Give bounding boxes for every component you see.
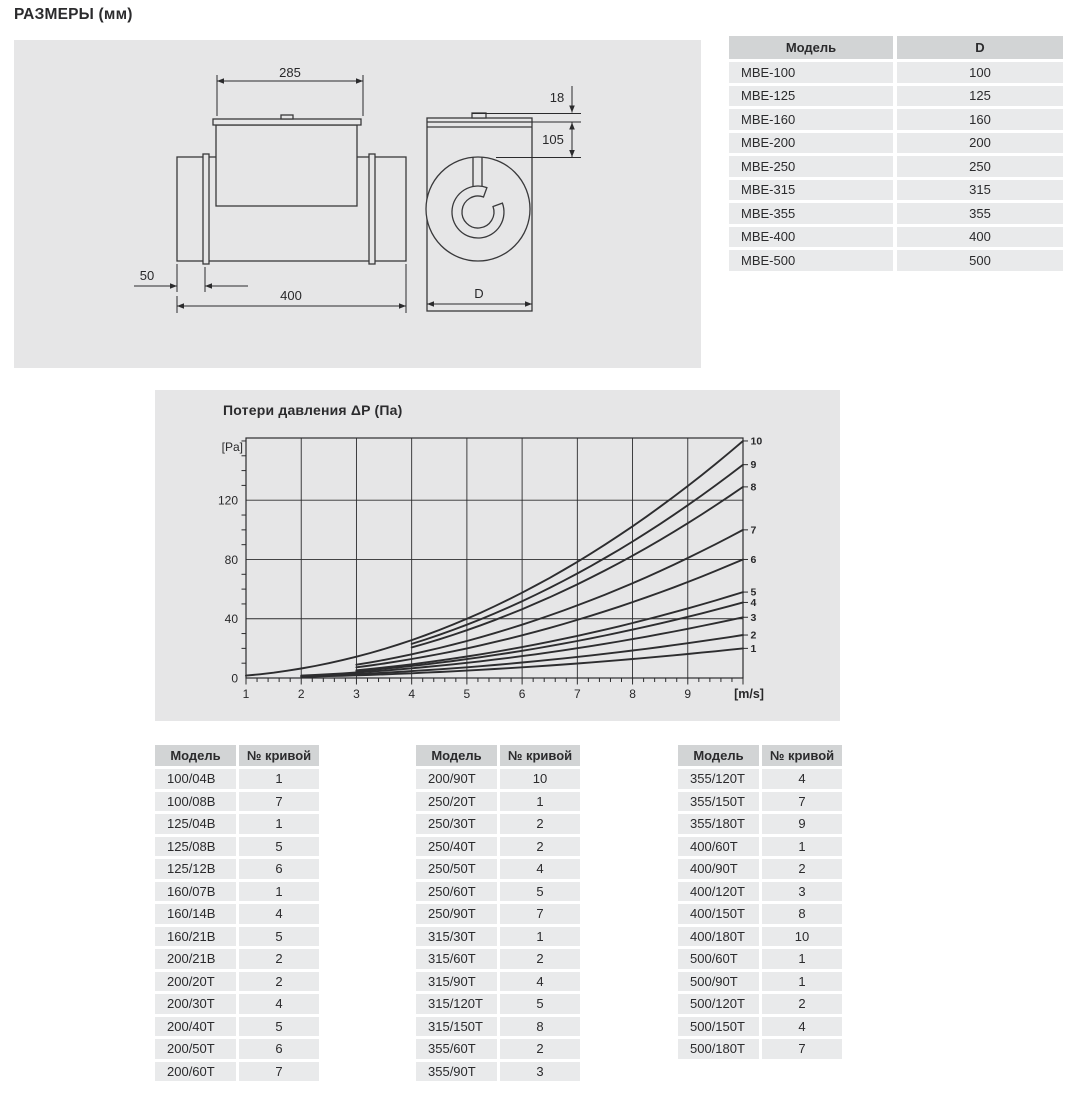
value-cell: 6 xyxy=(239,1039,319,1059)
value-cell: 1 xyxy=(239,882,319,902)
table-row xyxy=(678,814,842,834)
model-cell: 125/08B xyxy=(155,837,236,857)
model-cell: 500/180T xyxy=(678,1039,759,1059)
table-row xyxy=(729,156,1063,177)
table-row xyxy=(729,227,1063,248)
value-cell: 2 xyxy=(500,837,580,857)
table-row xyxy=(416,949,580,969)
column-header: Модель xyxy=(678,745,759,766)
curve-table-2 xyxy=(416,745,580,1084)
model-cell: 200/90T xyxy=(416,769,497,789)
model-cell: 355/60T xyxy=(416,1039,497,1059)
table-row xyxy=(678,837,842,857)
table-header-row xyxy=(416,745,580,766)
dim-d-label: D xyxy=(474,286,484,301)
curve-4 xyxy=(356,602,743,671)
value-cell: 1 xyxy=(762,949,842,969)
value-cell: 2 xyxy=(500,1039,580,1059)
value-cell: 7 xyxy=(239,792,319,812)
terminal-box xyxy=(216,125,357,206)
model-cell: MBE-160 xyxy=(729,109,893,130)
model-cell: 200/20T xyxy=(155,972,236,992)
table-row xyxy=(155,949,319,969)
pressure-loss-chart-panel xyxy=(155,390,840,721)
curve-label-10: 10 xyxy=(750,435,763,448)
model-cell: 315/90T xyxy=(416,972,497,992)
table-row xyxy=(155,859,319,879)
value-cell: 5 xyxy=(500,994,580,1014)
model-cell: 160/21B xyxy=(155,927,236,947)
table-row xyxy=(729,62,1063,83)
table-row xyxy=(155,882,319,902)
table-row xyxy=(678,859,842,879)
front-view xyxy=(426,86,581,311)
model-cell: 315/60T xyxy=(416,949,497,969)
table-row xyxy=(416,972,580,992)
duct-opening-circle xyxy=(426,157,530,261)
model-cell: 355/90T xyxy=(416,1062,497,1082)
table-row xyxy=(155,904,319,924)
table-row xyxy=(678,769,842,789)
value-cell: 400 xyxy=(897,227,1063,248)
dimension-drawing-panel xyxy=(14,40,701,368)
value-cell: 315 xyxy=(897,180,1063,201)
table-row xyxy=(729,109,1063,130)
table-row xyxy=(678,882,842,902)
model-cell: 315/150T xyxy=(416,1017,497,1037)
model-cell: MBE-200 xyxy=(729,133,893,154)
table-row xyxy=(678,792,842,812)
table-row xyxy=(678,927,842,947)
table-row xyxy=(416,837,580,857)
curve-label-3: 3 xyxy=(750,611,757,624)
value-cell: 125 xyxy=(897,86,1063,107)
table-row xyxy=(155,1017,319,1037)
table-row xyxy=(155,769,319,789)
table-row xyxy=(678,1039,842,1059)
table-row xyxy=(155,837,319,857)
curve-label-7: 7 xyxy=(750,524,757,537)
curve-label-5: 5 xyxy=(750,586,757,599)
model-cell: 250/50T xyxy=(416,859,497,879)
model-cell: 250/40T xyxy=(416,837,497,857)
value-cell: 1 xyxy=(762,837,842,857)
table-row xyxy=(678,904,842,924)
dim-50-label: 50 xyxy=(139,268,155,283)
table-row xyxy=(155,972,319,992)
model-cell: MBE-125 xyxy=(729,86,893,107)
model-cell: 160/14B xyxy=(155,904,236,924)
x-tick-label: 2 xyxy=(297,687,305,701)
model-cell: 400/90T xyxy=(678,859,759,879)
table-row xyxy=(678,994,842,1014)
value-cell: 5 xyxy=(239,927,319,947)
model-cell: 200/30T xyxy=(155,994,236,1014)
model-cell: MBE-315 xyxy=(729,180,893,201)
value-cell: 1 xyxy=(239,769,319,789)
table-row xyxy=(416,859,580,879)
value-cell: 7 xyxy=(762,792,842,812)
table-row xyxy=(416,769,580,789)
value-cell: 100 xyxy=(897,62,1063,83)
table-row xyxy=(678,972,842,992)
column-header: № кривой xyxy=(762,745,842,766)
value-cell: 4 xyxy=(239,994,319,1014)
value-cell: 3 xyxy=(762,882,842,902)
page-title: РАЗМЕРЫ (мм) xyxy=(14,6,133,23)
column-header: Модель xyxy=(416,745,497,766)
table-row xyxy=(416,904,580,924)
table-row xyxy=(416,814,580,834)
table-row xyxy=(416,1017,580,1037)
table-row xyxy=(155,792,319,812)
value-cell: 7 xyxy=(500,904,580,924)
right-flange xyxy=(369,154,375,264)
table-header-row xyxy=(155,745,319,766)
x-axis-unit: [m/s] xyxy=(734,687,764,701)
model-cell: 315/120T xyxy=(416,994,497,1014)
table-row xyxy=(155,927,319,947)
value-cell: 2 xyxy=(239,972,319,992)
model-cell: 315/30T xyxy=(416,927,497,947)
pressure-loss-chart xyxy=(155,390,840,721)
value-cell: 8 xyxy=(500,1017,580,1037)
curve-6 xyxy=(356,560,743,668)
model-cell: 100/04B xyxy=(155,769,236,789)
model-cell: 500/150T xyxy=(678,1017,759,1037)
model-cell: 200/40T xyxy=(155,1017,236,1037)
curve-table-1 xyxy=(155,745,319,1084)
model-cell: 400/120T xyxy=(678,882,759,902)
value-cell: 2 xyxy=(500,814,580,834)
side-view xyxy=(134,65,406,313)
table-row xyxy=(416,792,580,812)
size-table xyxy=(729,36,1063,274)
curve-label-2: 2 xyxy=(750,629,757,642)
table-row xyxy=(729,86,1063,107)
value-cell: 7 xyxy=(762,1039,842,1059)
y-tick-label: 120 xyxy=(217,493,238,508)
model-cell: 160/07B xyxy=(155,882,236,902)
y-tick-label: 80 xyxy=(224,552,238,567)
model-cell: 200/60T xyxy=(155,1062,236,1082)
table-row xyxy=(729,180,1063,201)
model-cell: 500/60T xyxy=(678,949,759,969)
value-cell: 355 xyxy=(897,203,1063,224)
model-cell: 500/90T xyxy=(678,972,759,992)
table-row xyxy=(729,133,1063,154)
value-cell: 9 xyxy=(762,814,842,834)
table-row xyxy=(416,927,580,947)
value-cell: 5 xyxy=(239,1017,319,1037)
value-cell: 4 xyxy=(762,1017,842,1037)
model-cell: 250/30T xyxy=(416,814,497,834)
model-cell: 125/04B xyxy=(155,814,236,834)
value-cell: 6 xyxy=(239,859,319,879)
table-row xyxy=(416,1039,580,1059)
model-cell: 200/50T xyxy=(155,1039,236,1059)
table-row xyxy=(729,250,1063,271)
table-row xyxy=(155,1039,319,1059)
model-cell: MBE-250 xyxy=(729,156,893,177)
model-cell: 400/180T xyxy=(678,927,759,947)
dim-105-label: 105 xyxy=(542,132,564,147)
column-header: № кривой xyxy=(500,745,580,766)
value-cell: 1 xyxy=(500,792,580,812)
value-cell: 4 xyxy=(500,859,580,879)
value-cell: 4 xyxy=(500,972,580,992)
x-tick-label: 7 xyxy=(573,687,581,701)
model-cell: MBE-400 xyxy=(729,227,893,248)
model-cell: 355/150T xyxy=(678,792,759,812)
model-cell: 200/21B xyxy=(155,949,236,969)
value-cell: 1 xyxy=(762,972,842,992)
table-row xyxy=(678,1017,842,1037)
terminal-box-lid xyxy=(213,119,361,125)
model-cell: 400/60T xyxy=(678,837,759,857)
model-cell: 355/120T xyxy=(678,769,759,789)
y-axis-unit: [Pa] xyxy=(221,440,243,454)
table-header-row xyxy=(729,36,1063,59)
curve-label-9: 9 xyxy=(750,459,757,472)
x-tick-label: 8 xyxy=(629,687,636,701)
x-tick-label: 6 xyxy=(518,687,526,701)
value-cell: 200 xyxy=(897,133,1063,154)
model-cell: 355/180T xyxy=(678,814,759,834)
value-cell: 2 xyxy=(762,994,842,1014)
value-cell: 1 xyxy=(500,927,580,947)
table-row xyxy=(416,1062,580,1082)
x-tick-label: 1 xyxy=(242,687,250,701)
model-cell: MBE-355 xyxy=(729,203,893,224)
lid-nub xyxy=(281,115,293,119)
model-cell: 500/120T xyxy=(678,994,759,1014)
model-cell: 250/90T xyxy=(416,904,497,924)
model-cell: 125/12B xyxy=(155,859,236,879)
value-cell: 5 xyxy=(500,882,580,902)
value-cell: 5 xyxy=(239,837,319,857)
value-cell: 4 xyxy=(762,769,842,789)
value-cell: 10 xyxy=(500,769,580,789)
table-row xyxy=(678,949,842,969)
value-cell: 8 xyxy=(762,904,842,924)
value-cell: 2 xyxy=(762,859,842,879)
model-cell: MBE-500 xyxy=(729,250,893,271)
table-row xyxy=(729,203,1063,224)
model-cell: 250/20T xyxy=(416,792,497,812)
value-cell: 10 xyxy=(762,927,842,947)
table-header-row xyxy=(678,745,842,766)
table-row xyxy=(155,814,319,834)
curve-label-4: 4 xyxy=(750,596,757,609)
x-tick-label: 3 xyxy=(353,687,360,701)
table-row xyxy=(155,994,319,1014)
value-cell: 7 xyxy=(239,1062,319,1082)
model-cell: MBE-100 xyxy=(729,62,893,83)
model-cell: 100/08B xyxy=(155,792,236,812)
x-tick-label: 9 xyxy=(684,687,692,701)
value-cell: 2 xyxy=(239,949,319,969)
table-row xyxy=(155,1062,319,1082)
curve-10 xyxy=(246,441,743,676)
value-cell: 3 xyxy=(500,1062,580,1082)
column-header: Модель xyxy=(729,36,893,59)
duct-heater-drawing xyxy=(14,40,701,368)
curve-label-1: 1 xyxy=(750,642,757,655)
dim-285-label: 285 xyxy=(279,65,301,80)
column-header: Модель xyxy=(155,745,236,766)
table-row xyxy=(416,882,580,902)
left-flange xyxy=(203,154,209,264)
value-cell: 2 xyxy=(500,949,580,969)
curve-label-6: 6 xyxy=(750,553,757,566)
dim-18-label: 18 xyxy=(549,90,565,105)
value-cell: 160 xyxy=(897,109,1063,130)
x-tick-label: 4 xyxy=(408,687,416,701)
value-cell: 4 xyxy=(239,904,319,924)
y-tick-label: 0 xyxy=(231,671,238,686)
curve-label-8: 8 xyxy=(750,481,757,494)
value-cell: 1 xyxy=(239,814,319,834)
value-cell: 250 xyxy=(897,156,1063,177)
model-cell: 400/150T xyxy=(678,904,759,924)
curve-table-3 xyxy=(678,745,842,1062)
column-header: D xyxy=(897,36,1063,59)
x-tick-label: 5 xyxy=(463,687,471,701)
column-header: № кривой xyxy=(239,745,319,766)
y-tick-label: 40 xyxy=(224,612,238,627)
value-cell: 500 xyxy=(897,250,1063,271)
dim-400-label: 400 xyxy=(280,288,302,303)
model-cell: 250/60T xyxy=(416,882,497,902)
chart-title: Потери давления ΔP (Па) xyxy=(223,402,403,418)
table-row xyxy=(416,994,580,1014)
